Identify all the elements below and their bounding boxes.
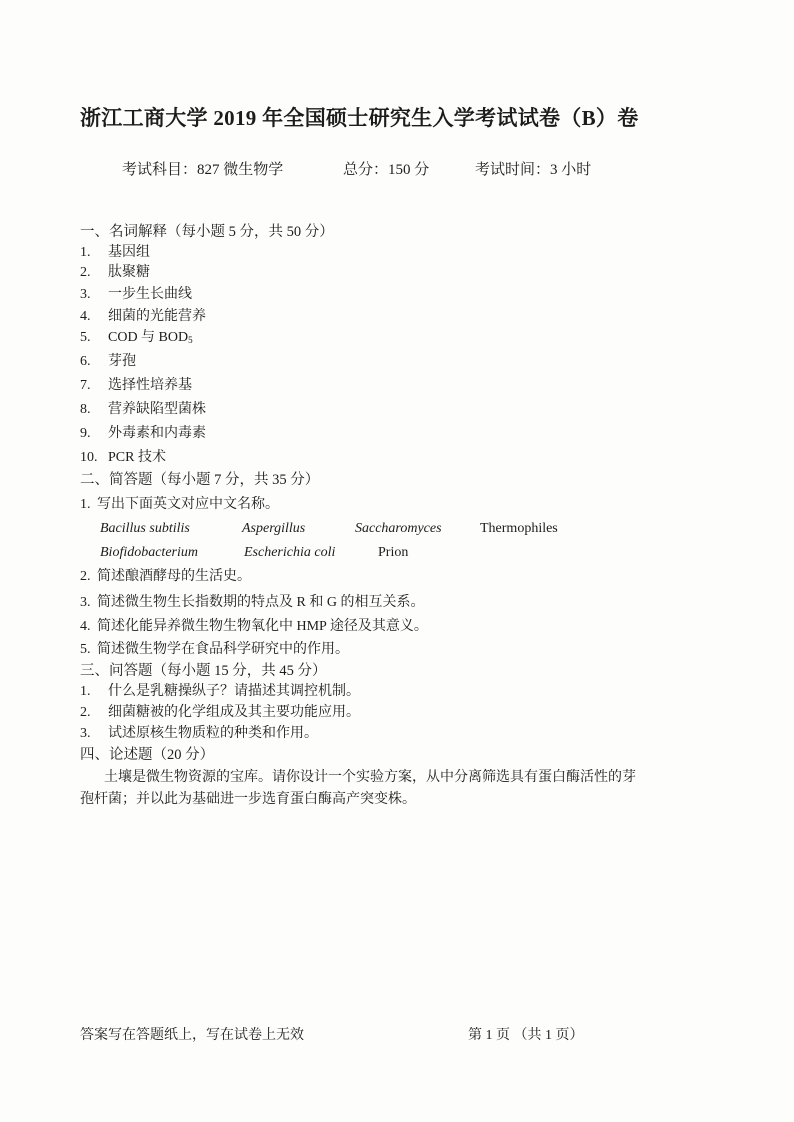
section-2-heading: 二、简答题（每小题 7 分，共 35 分） (80, 472, 320, 488)
question-text: COD 与 BOD (108, 330, 189, 345)
english-term: Thermophiles (480, 521, 558, 536)
question-text: 外毒素和内毒素 (108, 426, 206, 441)
question-text: 细菌糖被的化学组成及其主要功能应用。 (108, 705, 360, 720)
latin-term: Aspergillus (242, 521, 306, 536)
question-item (80, 724, 318, 744)
question-text: 选择性培养基 (108, 378, 192, 393)
question-text: 基因组 (108, 245, 150, 260)
question-number: 1. (80, 684, 91, 699)
question-text: 营养缺陷型菌株 (108, 402, 206, 417)
question-number: 3. (80, 595, 91, 610)
question-number: 2. (80, 705, 91, 720)
question-item (80, 307, 206, 327)
question-item (80, 448, 166, 468)
question-number: 4. (80, 619, 91, 634)
question-item (80, 424, 206, 444)
question-number: 2. (80, 265, 91, 280)
question-number: 1. (80, 497, 91, 512)
question-number: 6. (80, 354, 91, 369)
question-text: 芽孢 (108, 354, 136, 369)
question-item (80, 243, 150, 263)
latin-term: Escherichia coli (244, 545, 336, 560)
essay-question-line: 土壤是微生物资源的宝库。请你设计一个实验方案，从中分离筛选具有蛋白酶活性的芽 (104, 770, 636, 785)
question-item (80, 682, 360, 702)
question-item (80, 400, 206, 420)
question-number: 8. (80, 402, 91, 417)
question-number: 10. (80, 450, 98, 465)
question-text: 肽聚糖 (108, 265, 150, 280)
question-text: 简述酿酒酵母的生活史。 (97, 569, 251, 584)
subscript: 5 (188, 335, 193, 345)
question-item (80, 328, 193, 348)
question-text: PCR 技术 (108, 450, 166, 465)
question-number: 5. (80, 330, 91, 345)
section-3-heading: 三、问答题（每小题 15 分，共 45 分） (80, 663, 327, 679)
question-number: 4. (80, 309, 91, 324)
question-item (80, 593, 424, 613)
question-item (80, 567, 251, 587)
question-item (80, 352, 136, 372)
question-text: 简述微生物学在食品科学研究中的作用。 (97, 642, 349, 657)
question-text: 一步生长曲线 (108, 287, 192, 302)
question-number: 7. (80, 378, 91, 393)
question-number: 9. (80, 426, 91, 441)
question-item (80, 703, 360, 723)
latin-term: Saccharomyces (355, 521, 442, 536)
question-item (80, 495, 279, 515)
latin-term: Bacillus subtilis (100, 521, 190, 536)
question-number: 5. (80, 642, 91, 657)
exam-subject: 考试科目：827 微生物学 (122, 162, 284, 178)
exam-time: 考试时间：3 小时 (475, 162, 592, 178)
latin-term: Biofidobacterium (100, 545, 198, 560)
question-item (80, 617, 428, 637)
question-number: 1. (80, 245, 91, 260)
section-4-heading: 四、论述题（20 分） (80, 747, 215, 763)
page-number: 第 1 页 （共 1 页） (468, 1028, 584, 1043)
section-1-heading: 一、名词解释（每小题 5 分，共 50 分） (80, 224, 334, 240)
question-item (80, 285, 192, 305)
footer-note: 答案写在答题纸上，写在试卷上无效 (80, 1028, 304, 1043)
question-text: 什么是乳糖操纵子？请描述其调控机制。 (108, 684, 360, 699)
question-number: 3. (80, 726, 91, 741)
question-text: 试述原核生物质粒的种类和作用。 (108, 726, 318, 741)
question-number: 3. (80, 287, 91, 302)
question-text: 写出下面英文对应中文名称。 (97, 497, 279, 512)
essay-question-line: 孢杆菌；并以此为基础进一步选育蛋白酶高产突变株。 (80, 792, 416, 807)
question-item (80, 263, 150, 283)
question-text: 细菌的光能营养 (108, 309, 206, 324)
question-number: 2. (80, 569, 91, 584)
english-term: Prion (378, 545, 409, 560)
exam-title: 浙江工商大学 2019 年全国硕士研究生入学考试试卷（B）卷 (80, 106, 639, 130)
question-item (80, 640, 349, 660)
question-text: 简述微生物生长指数期的特点及 R 和 G 的相互关系。 (97, 595, 425, 610)
question-text: 简述化能异养微生物生物氧化中 HMP 途径及其意义。 (97, 619, 428, 634)
question-item (80, 376, 192, 396)
exam-total-score: 总分：150 分 (343, 162, 430, 178)
